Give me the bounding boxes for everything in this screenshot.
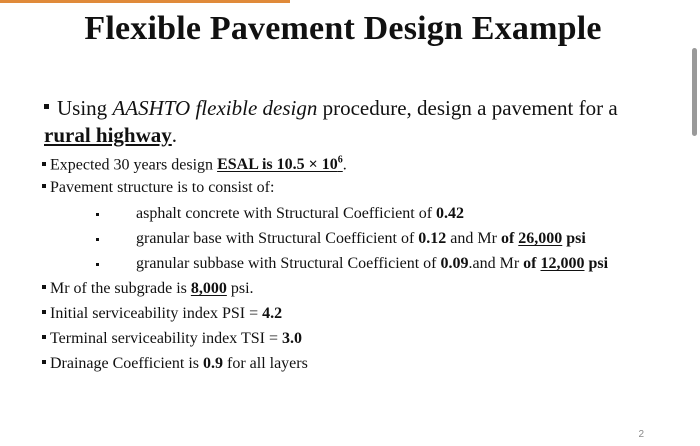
- psi-line: [42, 305, 282, 323]
- page-number: 2: [638, 429, 644, 440]
- layer-coef: 0.12: [418, 230, 447, 247]
- layer-text: [136, 205, 464, 222]
- layer-unit: psi: [584, 255, 609, 272]
- bullet-dot-icon: [96, 263, 99, 266]
- layer-desc: granular subbase with Structural Coefficient of: [136, 255, 441, 272]
- intro-line-continued: [44, 123, 177, 148]
- layer-item: [96, 205, 465, 223]
- layer-text: [136, 230, 586, 247]
- intro-line: [44, 96, 618, 121]
- bullet-dot-icon: [96, 213, 99, 216]
- esal-label: ESAL is 10.5 × 10: [217, 156, 338, 174]
- tsi-prefix: Terminal serviceability index TSI =: [50, 330, 282, 347]
- layer-item: [96, 255, 609, 273]
- subgrade-value: 8,000: [190, 280, 227, 297]
- layer-mr-label: of: [500, 230, 519, 247]
- square-bullet-icon: [44, 104, 49, 109]
- esal-line: [42, 155, 347, 174]
- slide-title: Flexible Pavement Design Example: [84, 10, 602, 47]
- square-bullet-icon: [42, 310, 46, 314]
- drainage-suffix: for all layers: [222, 355, 308, 372]
- esal-prefix: Expected 30 years design: [50, 156, 218, 174]
- drainage-line: [42, 355, 308, 373]
- intro-suffix: procedure, design a pavement for a: [317, 96, 618, 120]
- layer-mr-value: 26,000: [518, 230, 563, 247]
- intro-italic: AASHTO flexible design: [112, 96, 318, 120]
- intro-prefix: Using: [57, 96, 113, 120]
- scrollbar-thumb[interactable]: [692, 48, 697, 136]
- layer-desc: asphalt concrete with Structural Coefficient of: [136, 205, 437, 222]
- structure-line: [42, 179, 274, 197]
- psi-prefix: Initial serviceability index PSI =: [50, 305, 263, 322]
- layer-coef: 0.09: [440, 255, 469, 272]
- layer-mr-value: 12,000: [540, 255, 585, 272]
- layer-desc: granular base with Structural Coefficient of: [136, 230, 419, 247]
- layer-mid: and Mr: [446, 230, 501, 247]
- square-bullet-icon: [42, 162, 46, 166]
- square-bullet-icon: [42, 285, 46, 289]
- drainage-prefix: Drainage Coefficient is: [50, 355, 203, 372]
- layer-mid: .and Mr: [468, 255, 524, 272]
- layer-coef: 0.42: [436, 205, 465, 222]
- structure-text: Pavement structure is to consist of:: [50, 179, 275, 196]
- layer-item: [96, 230, 586, 248]
- layer-mr-label: of: [523, 255, 541, 272]
- bullet-dot-icon: [96, 238, 99, 241]
- tsi-line: [42, 330, 302, 348]
- tsi-value: 3.0: [282, 330, 302, 347]
- rural-highway: rural highway: [44, 123, 172, 147]
- square-bullet-icon: [42, 335, 46, 339]
- layer-unit: psi: [562, 230, 586, 247]
- subgrade-suffix: psi.: [226, 280, 254, 297]
- intro-end: .: [171, 123, 178, 147]
- drainage-value: 0.9: [202, 355, 223, 372]
- square-bullet-icon: [42, 184, 46, 188]
- subgrade-line: [42, 280, 254, 298]
- square-bullet-icon: [42, 360, 46, 364]
- layer-text: [136, 255, 608, 272]
- subgrade-prefix: Mr of the subgrade is: [50, 280, 191, 297]
- psi-value: 4.2: [262, 305, 283, 322]
- esal-exponent: 6: [337, 155, 343, 166]
- esal-end: .: [342, 156, 347, 174]
- esal-value: [217, 156, 343, 173]
